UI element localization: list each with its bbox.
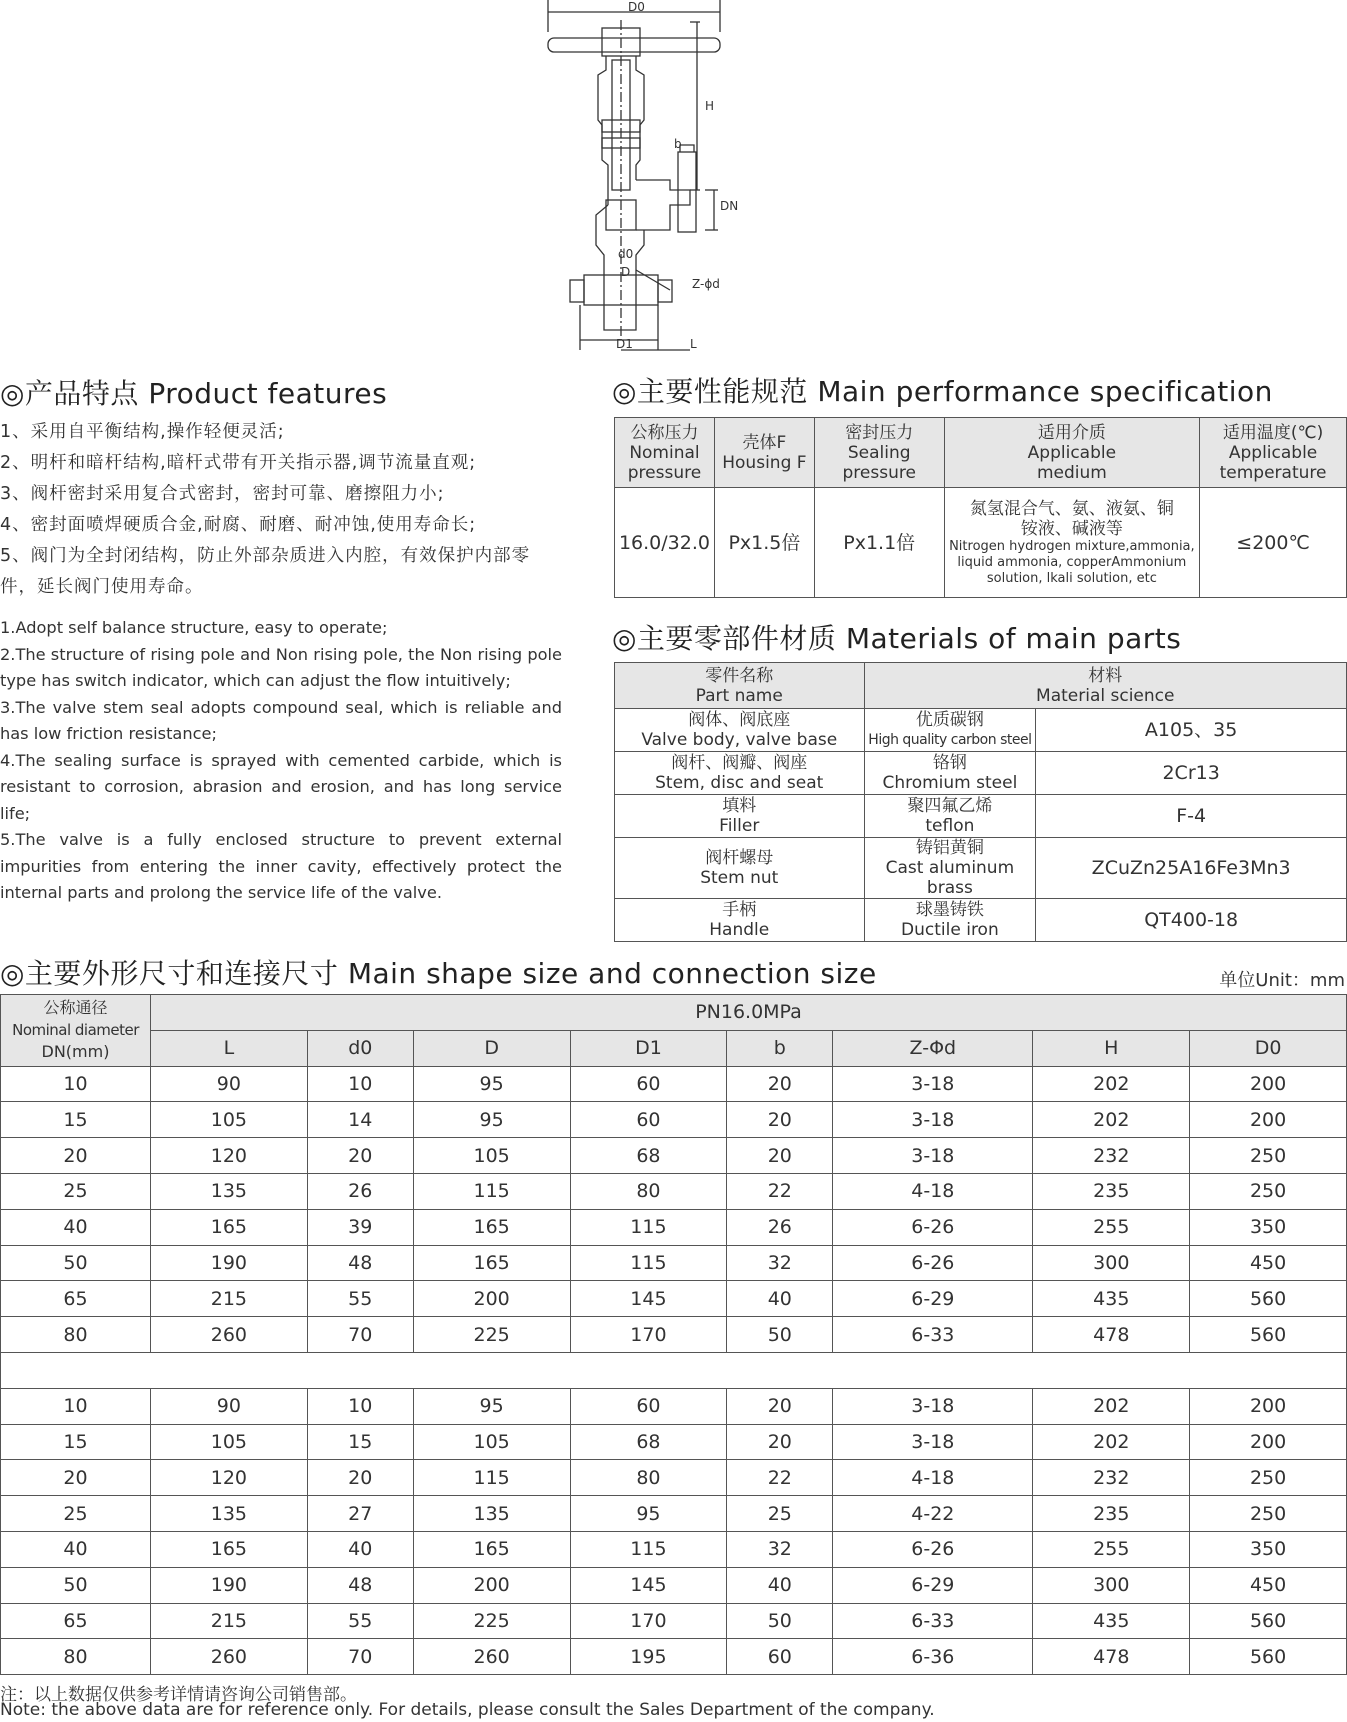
features-title: ◎产品特点 Product features	[0, 377, 388, 410]
table-cell: 65	[1, 1281, 151, 1317]
feature-en-2: 2.The structure of rising pole and Non rising pole, the Non rising pole type has switch indicator, which can adjust the flow intuitively;	[0, 644, 562, 690]
feature-cn-4: 4、密封面喷焊硬质合金,耐腐、耐磨、耐冲蚀,使用寿命长;	[0, 515, 477, 535]
table-cell: 202	[1033, 1388, 1190, 1424]
material-row: 阀杆、阀瓣、阀座 Stem, disc and seat 铬钢 Chromium steel 2Cr13	[615, 752, 1347, 795]
table-cell: 165	[151, 1531, 308, 1567]
table-cell: 60	[570, 1066, 727, 1102]
table-cell: 105	[151, 1102, 308, 1138]
table-cell: 90	[151, 1388, 308, 1424]
table-cell: 200	[1190, 1424, 1347, 1460]
table-cell: 260	[151, 1639, 308, 1675]
table-cell: 300	[1033, 1567, 1190, 1603]
table-row	[1, 1066, 1347, 1102]
feature-cn-5: 5、阀门为全封闭结构，防止外部杂质进入内腔，有效保护内部零件，延长阀门使用寿命。	[0, 546, 531, 597]
table-row	[1, 1531, 1347, 1567]
col-d0: D0	[1190, 1030, 1347, 1066]
table-cell: 22	[727, 1173, 833, 1209]
table-cell: 190	[151, 1567, 308, 1603]
table-cell: 32	[727, 1531, 833, 1567]
table-cell: 105	[413, 1138, 570, 1174]
table-cell: 232	[1033, 1138, 1190, 1174]
table-cell: 202	[1033, 1066, 1190, 1102]
table-cell: 215	[151, 1281, 308, 1317]
label-zphi: Z-ϕd	[692, 277, 720, 291]
pn-header: PN16.0MPa	[151, 995, 1347, 1031]
table-cell: 200	[413, 1281, 570, 1317]
table-cell: 165	[413, 1245, 570, 1281]
col-b: b	[727, 1030, 833, 1066]
table-cell: 3-18	[833, 1424, 1033, 1460]
table-cell: 25	[1, 1173, 151, 1209]
col-part-name: 零件名称 Part name	[615, 663, 865, 709]
label-d: D	[621, 265, 631, 279]
table-cell: 20	[727, 1388, 833, 1424]
table-cell: 350	[1190, 1209, 1347, 1245]
col-housing: 壳体F Housing F	[714, 418, 814, 488]
table-cell: 165	[413, 1531, 570, 1567]
table-cell: 10	[307, 1066, 413, 1102]
table-cell: 250	[1190, 1173, 1347, 1209]
table-row	[1, 1102, 1347, 1138]
table-cell: 20	[1, 1138, 151, 1174]
table-cell: 6-33	[833, 1317, 1033, 1353]
table-row	[1, 1639, 1347, 1675]
performance-data-row	[615, 488, 1347, 598]
table-cell: 50	[727, 1603, 833, 1639]
table-cell: 40	[727, 1281, 833, 1317]
features-en-list	[0, 615, 562, 907]
table-cell: 200	[1190, 1102, 1347, 1138]
table-cell: 22	[727, 1460, 833, 1496]
table-cell: 50	[1, 1245, 151, 1281]
table-cell: 6-29	[833, 1281, 1033, 1317]
table-cell: 560	[1190, 1603, 1347, 1639]
table-cell: 10	[307, 1388, 413, 1424]
table-cell: 115	[413, 1173, 570, 1209]
table-cell: 20	[727, 1424, 833, 1460]
note-en: Note: the above data are for reference only. For details, please consult the Sales Department of the company.	[0, 1700, 935, 1720]
col-l: L	[151, 1030, 308, 1066]
table-cell: 15	[1, 1424, 151, 1460]
table-cell: 135	[413, 1496, 570, 1532]
cell-sealing: Px1.1倍	[814, 488, 944, 598]
table-cell: 6-33	[833, 1603, 1033, 1639]
table-cell: 10	[1, 1066, 151, 1102]
table-cell: 170	[570, 1317, 727, 1353]
feature-cn-1: 1、采用自平衡结构,操作轻便灵活;	[0, 422, 285, 442]
table-cell: 135	[151, 1496, 308, 1532]
col-temperature: 适用温度(℃) Applicable temperature	[1200, 418, 1347, 488]
table-row	[1, 1388, 1347, 1424]
col-zd: Z-Φd	[833, 1030, 1033, 1066]
table-cell: 80	[570, 1460, 727, 1496]
table-cell: 60	[570, 1102, 727, 1138]
table-cell: 20	[727, 1138, 833, 1174]
table-row	[1, 1281, 1347, 1317]
table-cell: 255	[1033, 1209, 1190, 1245]
table-cell: 115	[570, 1245, 727, 1281]
materials-title: ◎主要零部件材质 Materials of main parts	[612, 622, 1182, 655]
table-row	[1, 1245, 1347, 1281]
material-row: 阀杆螺母 Stem nut 铸铝黄铜 Cast aluminum brass ZCuZn25A16Fe3Mn3	[615, 838, 1347, 899]
table-cell: 202	[1033, 1102, 1190, 1138]
table-cell: 80	[1, 1639, 151, 1675]
feature-cn-3: 3、阀杆密封采用复合式密封，密封可靠、磨擦阻力小;	[0, 484, 445, 504]
table-cell: 55	[307, 1603, 413, 1639]
table-cell: 68	[570, 1138, 727, 1174]
table-cell: 32	[727, 1245, 833, 1281]
cell-pressure: 16.0/32.0	[615, 488, 715, 598]
feature-en-1: 1.Adopt self balance structure, easy to operate;	[0, 618, 388, 637]
table-cell: 50	[727, 1317, 833, 1353]
table-cell: 20	[727, 1102, 833, 1138]
table-cell: 165	[413, 1209, 570, 1245]
feature-en-3: 3.The valve stem seal adopts compound seal, which is reliable and has low friction resistance;	[0, 697, 562, 743]
table-cell: 25	[1, 1496, 151, 1532]
materials-header-row	[615, 663, 1347, 709]
table-row	[1, 1460, 1347, 1496]
table-cell: 40	[1, 1209, 151, 1245]
table-cell: 95	[413, 1066, 570, 1102]
group-separator-row	[1, 1352, 1347, 1388]
table-cell: 48	[307, 1245, 413, 1281]
table-cell: 70	[307, 1639, 413, 1675]
table-cell: 478	[1033, 1639, 1190, 1675]
table-cell: 115	[413, 1460, 570, 1496]
table-cell: 68	[570, 1424, 727, 1460]
table-row	[1, 1209, 1347, 1245]
table-cell: 135	[151, 1173, 308, 1209]
label-d0-top: D0	[628, 0, 645, 14]
table-cell: 15	[307, 1424, 413, 1460]
table-cell: 3-18	[833, 1066, 1033, 1102]
col-d: D	[413, 1030, 570, 1066]
table-cell: 450	[1190, 1245, 1347, 1281]
table-cell: 20	[727, 1066, 833, 1102]
col-d1: D1	[570, 1030, 727, 1066]
table-cell: 115	[570, 1531, 727, 1567]
table-cell: 60	[570, 1388, 727, 1424]
material-row: 阀体、阀底座 Valve body, valve base 优质碳钢 High quality carbon steel A105、35	[615, 709, 1347, 752]
table-cell: 195	[570, 1639, 727, 1675]
table-cell: 65	[1, 1603, 151, 1639]
table-cell: 200	[413, 1567, 570, 1603]
label-h: H	[705, 99, 715, 113]
table-cell: 3-18	[833, 1102, 1033, 1138]
separator-cell	[1, 1352, 1347, 1388]
cell-medium: 氮氢混合气、氨、液氨、铜 铵液、碱液等 Nitrogen hydrogen mixture,ammonia, liquid ammonia, copperAmmonium solution, lkali solution, etc	[944, 488, 1200, 598]
performance-title: ◎主要性能规范 Main performance specification	[612, 375, 1273, 408]
performance-table	[614, 417, 1347, 598]
features-cn-list	[0, 417, 560, 603]
table-cell: 3-18	[833, 1388, 1033, 1424]
table-cell: 40	[1, 1531, 151, 1567]
table-cell: 6-26	[833, 1209, 1033, 1245]
label-d0: d0	[618, 247, 634, 261]
table-cell: 55	[307, 1281, 413, 1317]
table-cell: 26	[727, 1209, 833, 1245]
table-cell: 80	[570, 1173, 727, 1209]
cell-temperature: ≤200℃	[1200, 488, 1347, 598]
table-cell: 26	[307, 1173, 413, 1209]
materials-table	[614, 662, 1347, 942]
col-sealing-pressure: 密封压力 Sealing pressure	[814, 418, 944, 488]
label-b: b	[674, 137, 682, 151]
table-cell: 478	[1033, 1317, 1190, 1353]
table-cell: 20	[307, 1138, 413, 1174]
table-cell: 170	[570, 1603, 727, 1639]
table-cell: 80	[1, 1317, 151, 1353]
table-cell: 4-22	[833, 1496, 1033, 1532]
table-cell: 4-18	[833, 1173, 1033, 1209]
table-cell: 105	[413, 1424, 570, 1460]
dim-header-row-1	[1, 995, 1347, 1031]
table-cell: 105	[151, 1424, 308, 1460]
table-row	[1, 1138, 1347, 1174]
table-cell: 225	[413, 1317, 570, 1353]
table-row	[1, 1317, 1347, 1353]
col-h: H	[1033, 1030, 1190, 1066]
table-cell: 560	[1190, 1281, 1347, 1317]
table-cell: 60	[727, 1639, 833, 1675]
table-cell: 200	[1190, 1066, 1347, 1102]
table-cell: 260	[413, 1639, 570, 1675]
table-cell: 145	[570, 1281, 727, 1317]
table-cell: 145	[570, 1567, 727, 1603]
table-cell: 50	[1, 1567, 151, 1603]
table-cell: 6-29	[833, 1567, 1033, 1603]
table-cell: 255	[1033, 1531, 1190, 1567]
dimensions-table	[0, 994, 1347, 1675]
table-cell: 250	[1190, 1138, 1347, 1174]
table-cell: 48	[307, 1567, 413, 1603]
table-cell: 190	[151, 1245, 308, 1281]
table-cell: 120	[151, 1138, 308, 1174]
table-cell: 115	[570, 1209, 727, 1245]
table-cell: 250	[1190, 1496, 1347, 1532]
table-cell: 450	[1190, 1567, 1347, 1603]
table-cell: 215	[151, 1603, 308, 1639]
table-cell: 90	[151, 1066, 308, 1102]
table-cell: 560	[1190, 1317, 1347, 1353]
col-nominal-diameter: 公称通径 Nominal diameter DN(mm)	[1, 995, 151, 1067]
table-cell: 25	[727, 1496, 833, 1532]
table-cell: 95	[413, 1388, 570, 1424]
cell-housing: Px1.5倍	[714, 488, 814, 598]
table-cell: 232	[1033, 1460, 1190, 1496]
feature-en-4: 4.The sealing surface is sprayed with cemented carbide, which is resistant to corrosion, abrasion and erosion, and has long service life;	[0, 750, 562, 823]
table-cell: 235	[1033, 1173, 1190, 1209]
table-cell: 435	[1033, 1281, 1190, 1317]
table-cell: 235	[1033, 1496, 1190, 1532]
table-row	[1, 1424, 1347, 1460]
table-cell: 95	[413, 1102, 570, 1138]
table-cell: 40	[727, 1567, 833, 1603]
col-material: 材料 Material science	[864, 663, 1347, 709]
table-cell: 6-26	[833, 1531, 1033, 1567]
table-cell: 14	[307, 1102, 413, 1138]
table-cell: 560	[1190, 1639, 1347, 1675]
dim-header-row-2	[1, 1030, 1347, 1066]
table-cell: 95	[570, 1496, 727, 1532]
label-l: L	[690, 337, 697, 351]
table-cell: 15	[1, 1102, 151, 1138]
table-row	[1, 1567, 1347, 1603]
table-cell: 300	[1033, 1245, 1190, 1281]
performance-header-row	[615, 418, 1347, 488]
material-row: 手柄 Handle 球墨铸铁 Ductile iron QT400-18	[615, 899, 1347, 942]
table-cell: 70	[307, 1317, 413, 1353]
table-cell: 225	[413, 1603, 570, 1639]
unit-label: 单位Unit：mm	[1219, 970, 1345, 991]
table-cell: 250	[1190, 1460, 1347, 1496]
table-row	[1, 1603, 1347, 1639]
col-medium: 适用介质 Applicable medium	[944, 418, 1200, 488]
table-cell: 20	[1, 1460, 151, 1496]
table-row	[1, 1496, 1347, 1532]
table-cell: 6-36	[833, 1639, 1033, 1675]
table-cell: 120	[151, 1460, 308, 1496]
table-cell: 40	[307, 1531, 413, 1567]
table-cell: 27	[307, 1496, 413, 1532]
table-cell: 39	[307, 1209, 413, 1245]
material-row: 填料 Filler 聚四氟乙烯 teflon F-4	[615, 795, 1347, 838]
table-cell: 260	[151, 1317, 308, 1353]
valve-drawing	[540, 0, 800, 360]
dimensions-title: ◎主要外形尺寸和连接尺寸 Main shape size and connection size	[0, 957, 877, 990]
table-cell: 20	[307, 1460, 413, 1496]
table-cell: 200	[1190, 1388, 1347, 1424]
col-d0: d0	[307, 1030, 413, 1066]
table-row	[1, 1173, 1347, 1209]
table-cell: 165	[151, 1209, 308, 1245]
col-nominal-pressure: 公称压力 Nominal pressure	[615, 418, 715, 488]
table-cell: 3-18	[833, 1138, 1033, 1174]
table-cell: 350	[1190, 1531, 1347, 1567]
table-cell: 10	[1, 1388, 151, 1424]
feature-cn-2: 2、明杆和暗杆结构,暗杆式带有开关指示器,调节流量直观;	[0, 453, 477, 473]
table-cell: 6-26	[833, 1245, 1033, 1281]
table-cell: 202	[1033, 1424, 1190, 1460]
table-cell: 435	[1033, 1603, 1190, 1639]
label-d1: D1	[616, 337, 633, 351]
feature-en-5: 5.The valve is a fully enclosed structure to prevent external impurities from entering the inner cavity, effectively protect the internal parts and prolong the service life of the valve.	[0, 830, 562, 902]
label-dn: DN	[720, 199, 739, 213]
table-cell: 4-18	[833, 1460, 1033, 1496]
note-cn: 注：以上数据仅供参考详情请咨询公司销售部。	[0, 1685, 357, 1705]
